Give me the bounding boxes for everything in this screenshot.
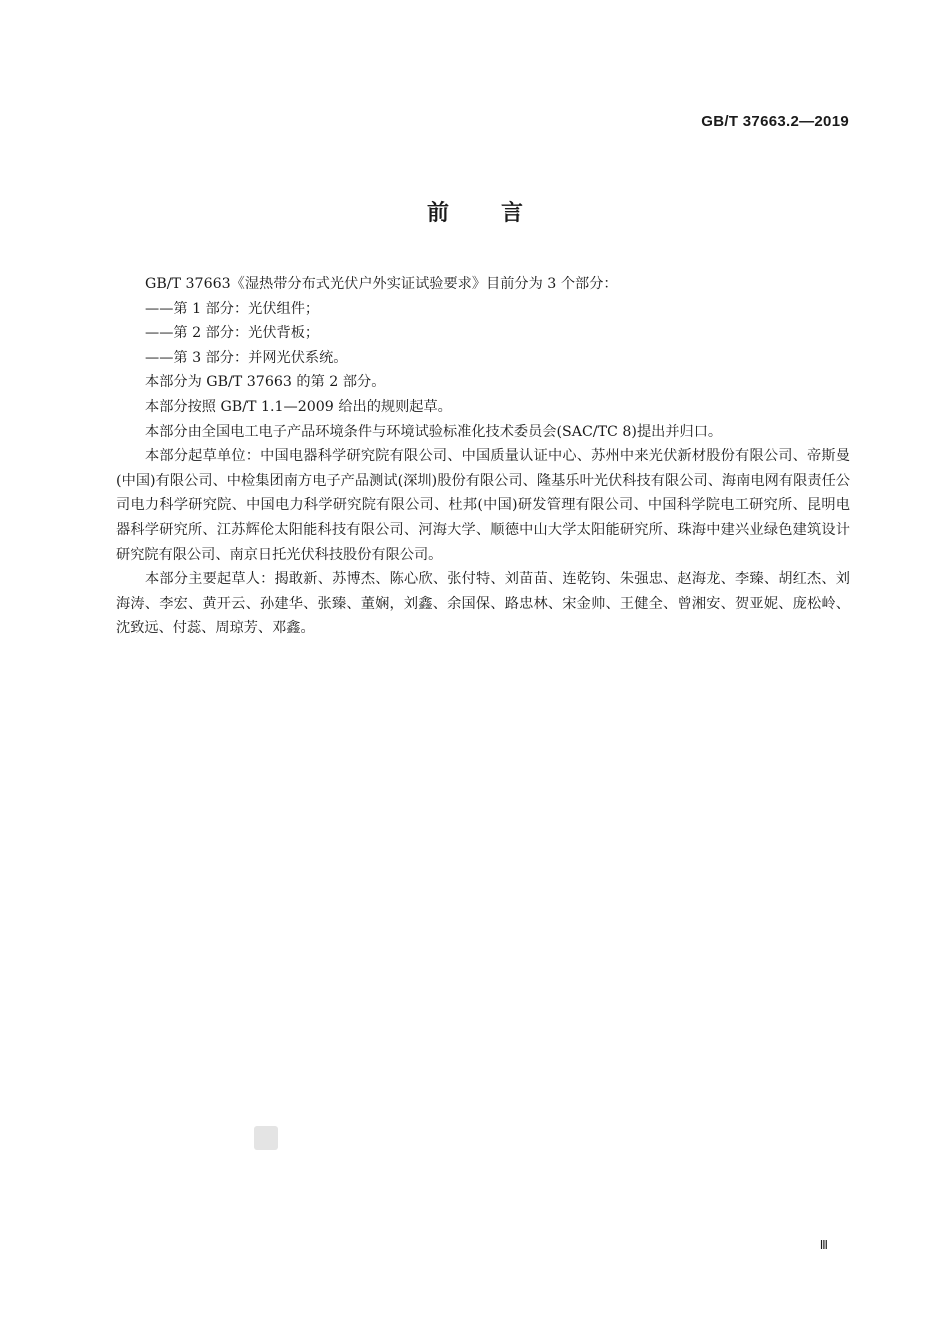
scan-mark	[254, 1126, 278, 1150]
paragraph-drafting-units: 本部分起草单位：中国电器科学研究院有限公司、中国质量认证中心、苏州中来光伏新材股份有限公司、帝斯曼(中国)有限公司、中检集团南方电子产品测试(深圳)股份有限公司、隆基乐叶光伏科技有限公司、海南电网有限责任公司电力科学研究院、中国电力科学研究院有限公司、杜邦(中国)研发管理有限公司、中国科学院电工研究所、昆明电器科学研究所、江苏辉伦太阳能科技有限公司、河海大学、顺德中山大学太阳能研究所、珠海中建兴业绿色建筑设计研究院有限公司、南京日托光伏科技股份有限公司。	[116, 448, 850, 563]
paragraph-part-statement: 本部分为 GB/T 37663 的第 2 部分。	[145, 374, 386, 391]
list-item-part-3: ——第 3 部分：并网光伏系统。	[145, 349, 348, 366]
title-char-1: 前	[426, 201, 449, 226]
paragraph-drafting-rules: 本部分按照 GB/T 1.1—2009 给出的规则起草。	[145, 398, 452, 415]
paragraph-drafters: 本部分主要起草人：揭敢新、苏博杰、陈心欣、张付特、刘苗苗、连乾钧、朱强忠、赵海龙、李臻、胡红杰、刘海涛、李宏、黄开云、孙建华、张臻、董娴，刘鑫、余国保、路忠林、宋金帅、王健全、曾湘安、贺亚妮、庞松岭、沈致远、付蕊、周琼芳、邓鑫。	[116, 571, 850, 637]
page-number: Ⅲ	[819, 1238, 828, 1252]
title-char-2: 言	[501, 201, 524, 226]
paragraph-proposer: 本部分由全国电工电子产品环境条件与环境试验标准化技术委员会(SAC/TC 8)提出并归口。	[145, 423, 723, 440]
foreword-body	[116, 272, 850, 641]
paragraph-intro: GB/T 37663《湿热带分布式光伏户外实证试验要求》目前分为 3 个部分：	[145, 276, 618, 292]
standard-code: GB/T 37663.2—2019	[701, 113, 849, 130]
list-item-part-2: ——第 2 部分：光伏背板；	[145, 325, 320, 342]
page-title	[0, 196, 950, 227]
list-item-part-1: ——第 1 部分：光伏组件；	[145, 300, 320, 317]
